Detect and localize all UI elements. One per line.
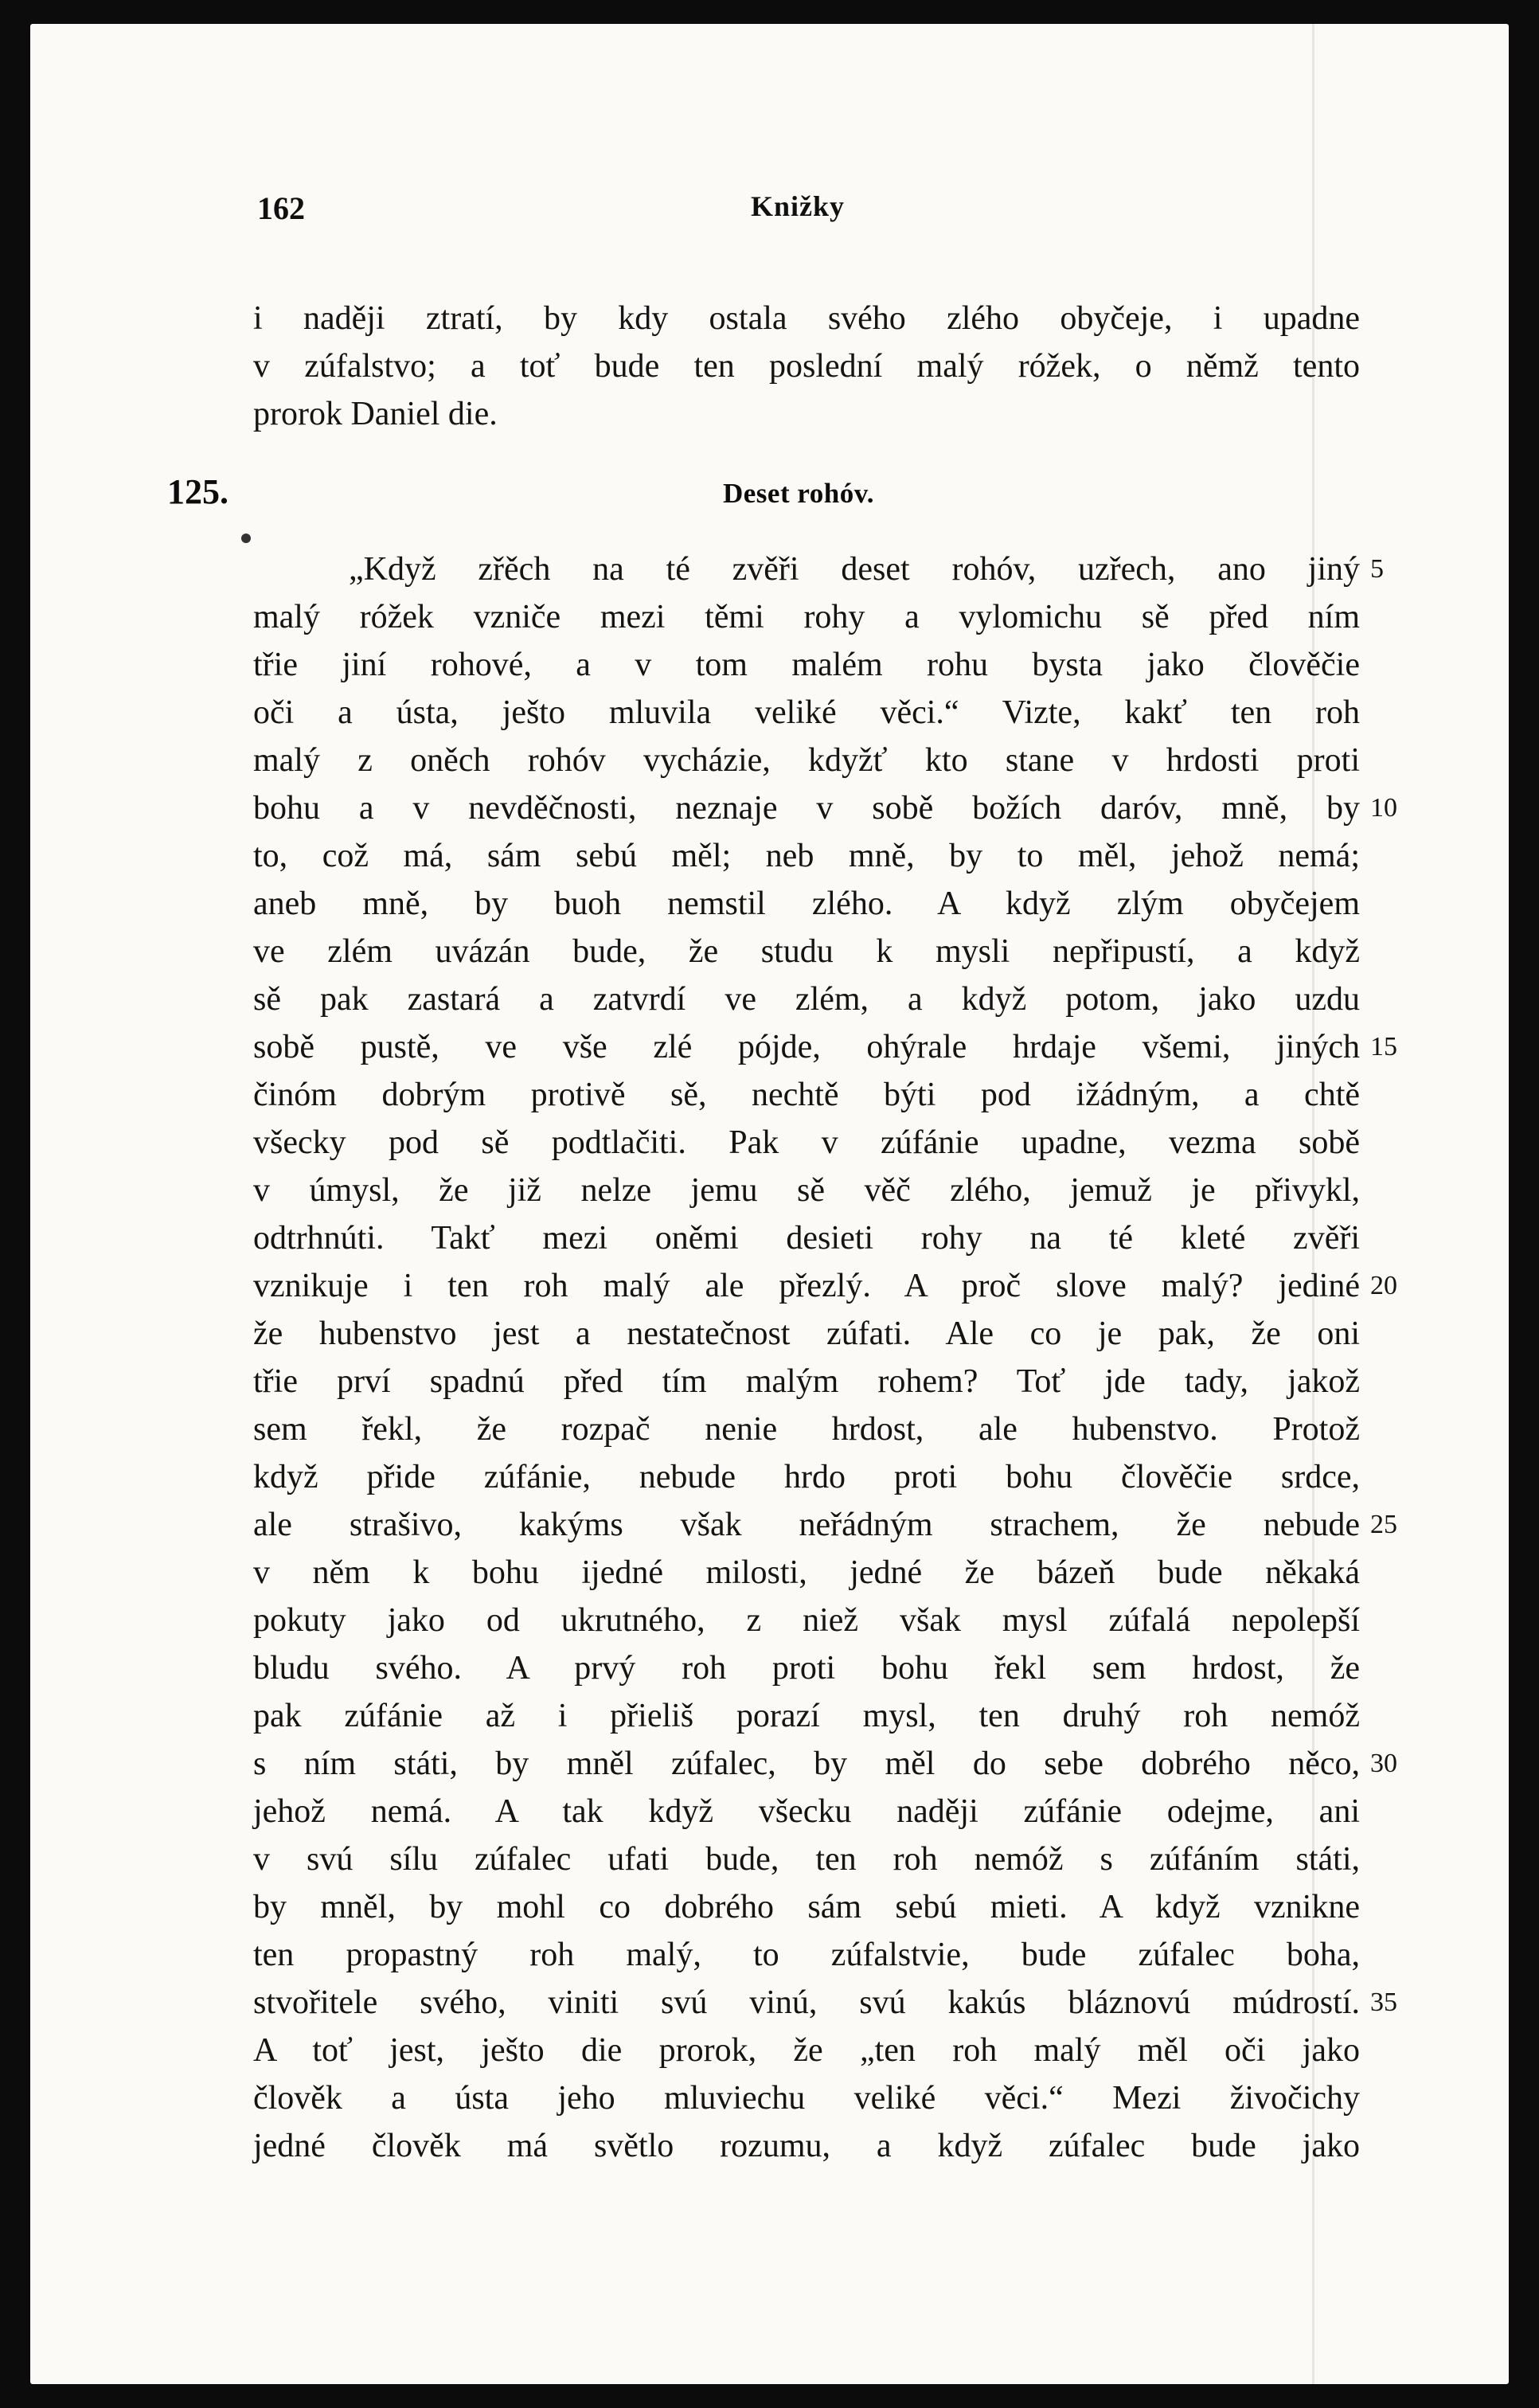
text-line: „Když zřěch na té zvěři deset rohóv, uzřech, ano jiný <box>349 551 1360 588</box>
text-line: sobě pustě, ve vše zlé pójde, ohýrale hrdaje všemi, jiných <box>253 1029 1360 1065</box>
text-line: aneb mně, by buoh nemstil zlého. A když zlým obyčejem <box>253 885 1360 922</box>
line-number: 30 <box>1370 1749 1397 1778</box>
text-line: když přide zúfánie, nebude hrdo proti bohu člověčie srdce, <box>253 1459 1360 1495</box>
text-line: ve zlém uvázán bude, že studu k mysli nepřipustí, a když <box>253 933 1360 970</box>
text-line: v něm k bohu ijedné milosti, jedné že bázeň bude někaká <box>253 1554 1360 1591</box>
text-line: bohu a v nevděčnosti, neznaje v sobě božích daróv, mně, by <box>253 790 1360 827</box>
text-line: i naději ztratí, by kdy ostala svého zlého obyčeje, i upadne <box>253 300 1360 337</box>
line-number: 35 <box>1370 1988 1397 2017</box>
text-line: vznikuje i ten roh malý ale přezlý. A proč slove malý? jediné <box>253 1268 1360 1304</box>
text-line: s ním státi, by mněl zúfalec, by měl do sebe dobrého něco, <box>253 1745 1360 1782</box>
text-line: pokuty jako od ukrutného, z niež však mysl zúfalá nepolepší <box>253 1602 1360 1639</box>
line-number: 10 <box>1370 793 1397 823</box>
intro-paragraph <box>253 295 1360 438</box>
text-line: třie jiní rohové, a v tom malém rohu bysta jako člověčie <box>253 647 1360 683</box>
text-line: prorok Daniel die. <box>253 396 498 432</box>
text-line: v úmysl, že již nelze jemu sě věč zlého, jemuž je přivykl, <box>253 1172 1360 1209</box>
text-line: pak zúfánie až i přieliš porazí mysl, ten druhý roh nemóž <box>253 1698 1360 1734</box>
text-line: stvořitele svého, viniti svú vinú, svú kakús bláznovú múdrostí. <box>253 1984 1360 2021</box>
page-header <box>30 190 1509 237</box>
text-line: ten propastný roh malý, to zúfalstvie, bude zúfalec boha, <box>253 1937 1360 1973</box>
page-number: 162 <box>257 190 305 226</box>
line-number: 25 <box>1370 1510 1397 1539</box>
ink-speck <box>241 534 251 543</box>
text-line: v svú sílu zúfalec ufati bude, ten roh nemóž s zúfáním státi, <box>253 1841 1360 1878</box>
section-number: 125. <box>167 472 229 511</box>
text-line: to, což má, sám sebú měl; neb mně, by to měl, jehož nemá; <box>253 838 1360 874</box>
section-title: Deset rohóv. <box>723 478 875 509</box>
page <box>30 24 1509 2384</box>
text-line: jehož nemá. A tak když všecku naději zúfánie odejme, ani <box>253 1793 1360 1830</box>
text-line: by mněl, by mohl co dobrého sám sebú mieti. A když vznikne <box>253 1889 1360 1925</box>
text-line: bludu svého. A prvý roh proti bohu řekl sem hrdost, že <box>253 1650 1360 1687</box>
text-line: činóm dobrým protivě sě, nechtě býti pod ižádným, a chtě <box>253 1077 1360 1113</box>
text-line: malý z oněch rohóv vycházie, kdyžť kto stane v hrdosti proti <box>253 742 1360 779</box>
line-number: 20 <box>1370 1271 1397 1300</box>
text-line: že hubenstvo jest a nestatečnost zúfati. Ale co je pak, že oni <box>253 1315 1360 1352</box>
running-title: Knižky <box>751 190 846 222</box>
text-line: třie prví spadnú před tím malým rohem? Toť jde tady, jakož <box>253 1363 1360 1400</box>
text-line: A toť jest, ješto die prorok, že „ten roh malý měl oči jako <box>253 2032 1360 2069</box>
text-line: jedné člověk má světlo rozumu, a když zúfalec bude jako <box>253 2128 1360 2164</box>
text-line: člověk a ústa jeho mluviechu veliké věci.“ Mezi živočichy <box>253 2080 1360 2117</box>
main-paragraph <box>253 545 1360 2170</box>
text-line: malý róžek vzniče mezi těmi rohy a vylomichu sě před ním <box>253 599 1360 635</box>
text-line: sem řekl, že rozpač nenie hrdost, ale hubenstvo. Protož <box>253 1411 1360 1448</box>
text-line: ale strašivo, kakýms však neřádným strachem, že nebude <box>253 1507 1360 1543</box>
line-number: 5 <box>1370 554 1384 584</box>
text-line: všecky pod sě podtlačiti. Pak v zúfánie upadne, vezma sobě <box>253 1124 1360 1161</box>
text-line: oči a ústa, ješto mluvila veliké věci.“ Vizte, kakť ten roh <box>253 694 1360 731</box>
text-line: sě pak zastará a zatvrdí ve zlém, a když potom, jako uzdu <box>253 981 1360 1018</box>
text-line: v zúfalstvo; a toť bude ten poslední malý róžek, o němž tento <box>253 348 1360 385</box>
line-number: 15 <box>1370 1032 1397 1061</box>
text-line: odtrhnúti. Takť mezi oněmi desieti rohy na té kleté zvěři <box>253 1220 1360 1257</box>
